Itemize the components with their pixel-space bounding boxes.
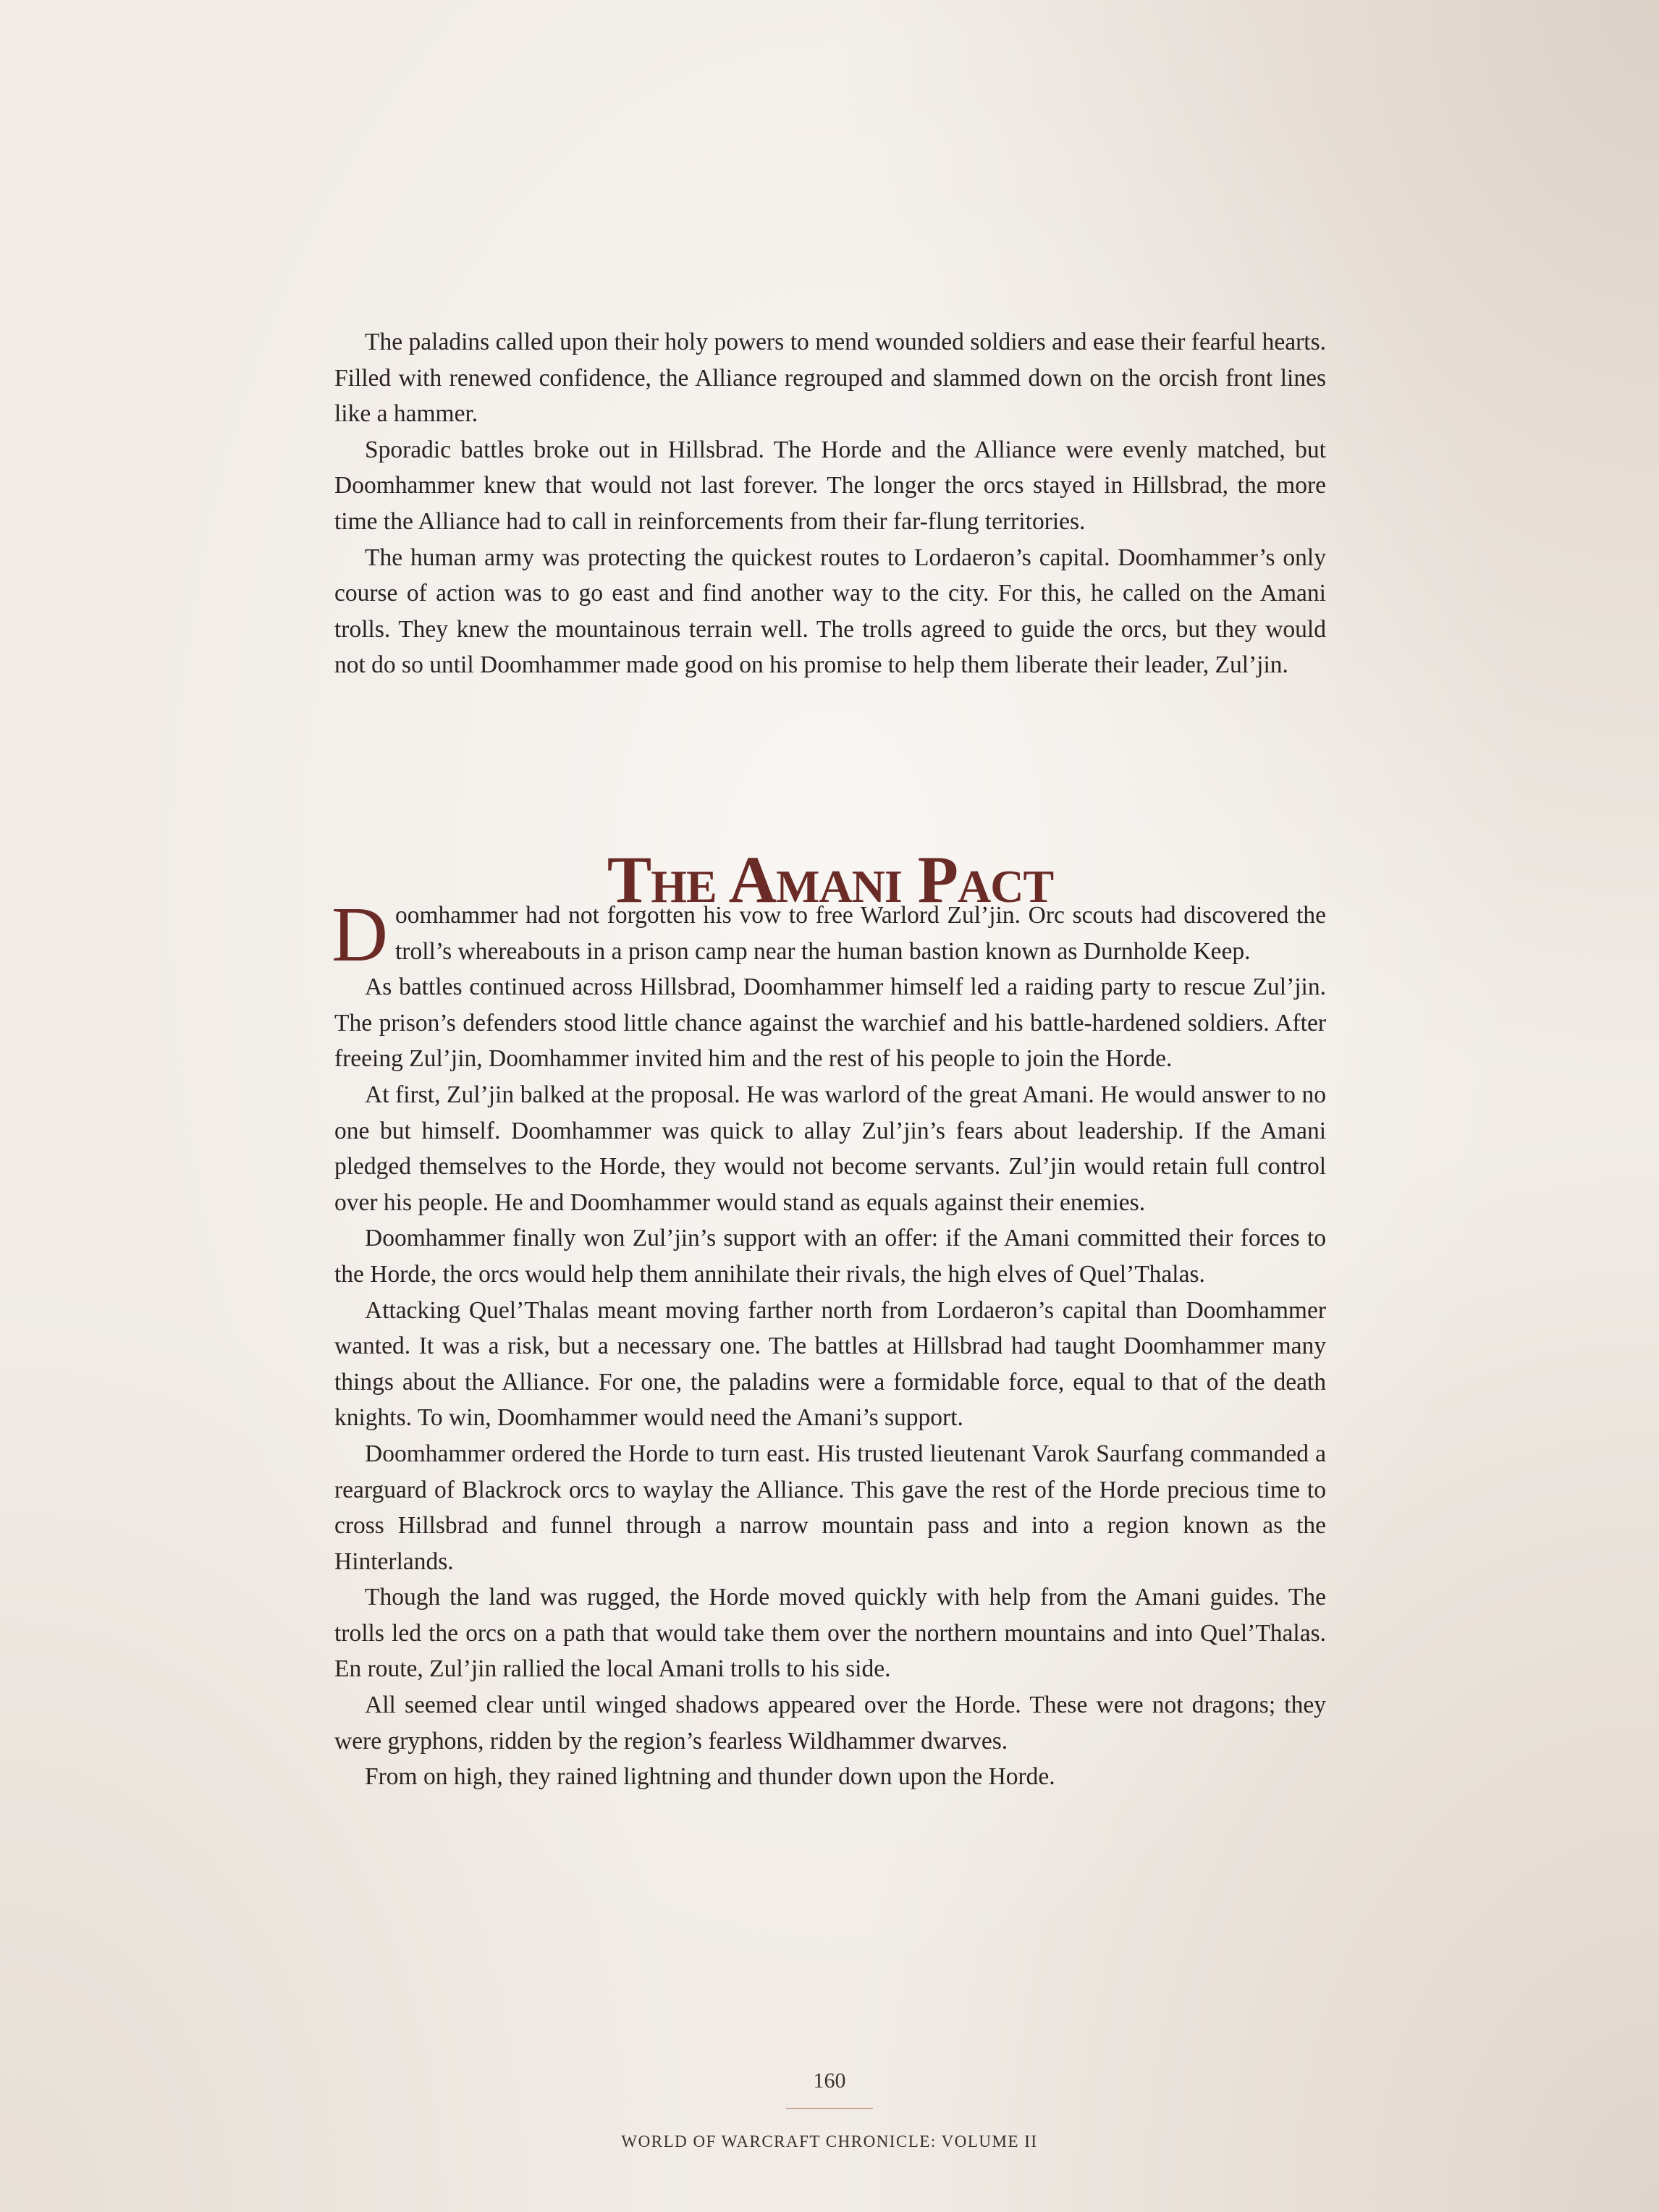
paragraph: The human army was protecting the quickest routes to Lordaeron’s capital. Doomhammer’s only course of action was to go east and find another way to the city. For this, he called on the Amani trolls. They knew the mountainous terrain well. The trolls agreed to guide the orcs, but they would not do so until Doomhammer made good on his promise to help them liberate their leader, Zul’jin.	[334, 544, 1326, 679]
paragraph: All seemed clear until winged shadows appeared over the Horde. These were not dragons; they were gryphons, ridden by the region’s fearless Wildhammer dwarves.	[334, 1692, 1326, 1755]
page-number: 160	[813, 2069, 846, 2093]
drop-cap: D	[332, 892, 388, 978]
paragraph: At first, Zul’jin balked at the proposal. He was warlord of the great Amani. He would answer to no one but himself. Doomhammer was quick to allay Zul’jin’s fears about leadership. If the Amani pledged themselves to the Horde, they would not become servants. Zul’jin would retain full control over his people. He and Doomhammer would stand as equals against their enemies.	[334, 1081, 1326, 1216]
top-text-block	[334, 324, 1326, 683]
paragraph: The paladins called upon their holy powers to mend wounded soldiers and ease their fearful hearts. Filled with renewed confidence, the Alliance regrouped and slammed down on the orcish front lines like a hammer.	[334, 329, 1326, 428]
paragraph: Though the land was rugged, the Horde moved quickly with help from the Amani guides. The trolls led the orcs on a path that would take them over the northern mountains and into Quel’Thalas. En route, Zul’jin rallied the local Amani trolls to his side.	[334, 1584, 1326, 1683]
paragraph: From on high, they rained lightning and thunder down upon the Horde.	[365, 1763, 1055, 1791]
footer-divider	[786, 2108, 873, 2109]
section-text-block	[332, 892, 1326, 1795]
paragraph: Sporadic battles broke out in Hillsbrad. The Horde and the Alliance were evenly matched, but Doomhammer knew that would not last forever. The longer the orcs stayed in Hillsbrad, the more time the Alliance had to call in reinforcements from their far-flung territories.	[334, 436, 1326, 535]
section-title: The Amani Pact	[607, 842, 1054, 916]
paragraph: Doomhammer ordered the Horde to turn east. His trusted lieutenant Varok Saurfang commanded a rearguard of Blackrock orcs to waylay the Alliance. This gave the rest of the Horde precious time to cross Hillsbrad and funnel through a narrow mountain pass and into a region known as the Hinterlands.	[334, 1440, 1326, 1575]
running-footer-title: WORLD OF WARCRAFT CHRONICLE: VOLUME II	[621, 2132, 1038, 2150]
first-paragraph-text: oomhammer had not forgotten his vow to free Warlord Zul’jin. Orc scouts had discovered the troll’s whereabouts in a prison camp near the human bastion known as Durnholde Keep.	[395, 902, 1326, 965]
paragraph: As battles continued across Hillsbrad, Doomhammer himself led a raiding party to rescue Zul’jin. The prison’s defenders stood little chance against the warchief and his battle-hardened soldiers. After freeing Zul’jin, Doomhammer invited him and the rest of his people to join the Horde.	[334, 974, 1326, 1073]
paragraph: Attacking Quel’Thalas meant moving farther north from Lordaeron’s capital than Doomhammer wanted. It was a risk, but a necessary one. The battles at Hillsbrad had taught Doomhammer many things about the Alliance. For one, the paladins were a formidable force, equal to that of the death knights. To win, Doomhammer would need the Amani’s support.	[334, 1296, 1326, 1432]
paragraph: Doomhammer finally won Zul’jin’s support with an offer: if the Amani committed their forces to the Horde, the orcs would help them annihilate their rivals, the high elves of Quel’Thalas.	[334, 1225, 1326, 1288]
first-paragraph	[332, 892, 1326, 978]
